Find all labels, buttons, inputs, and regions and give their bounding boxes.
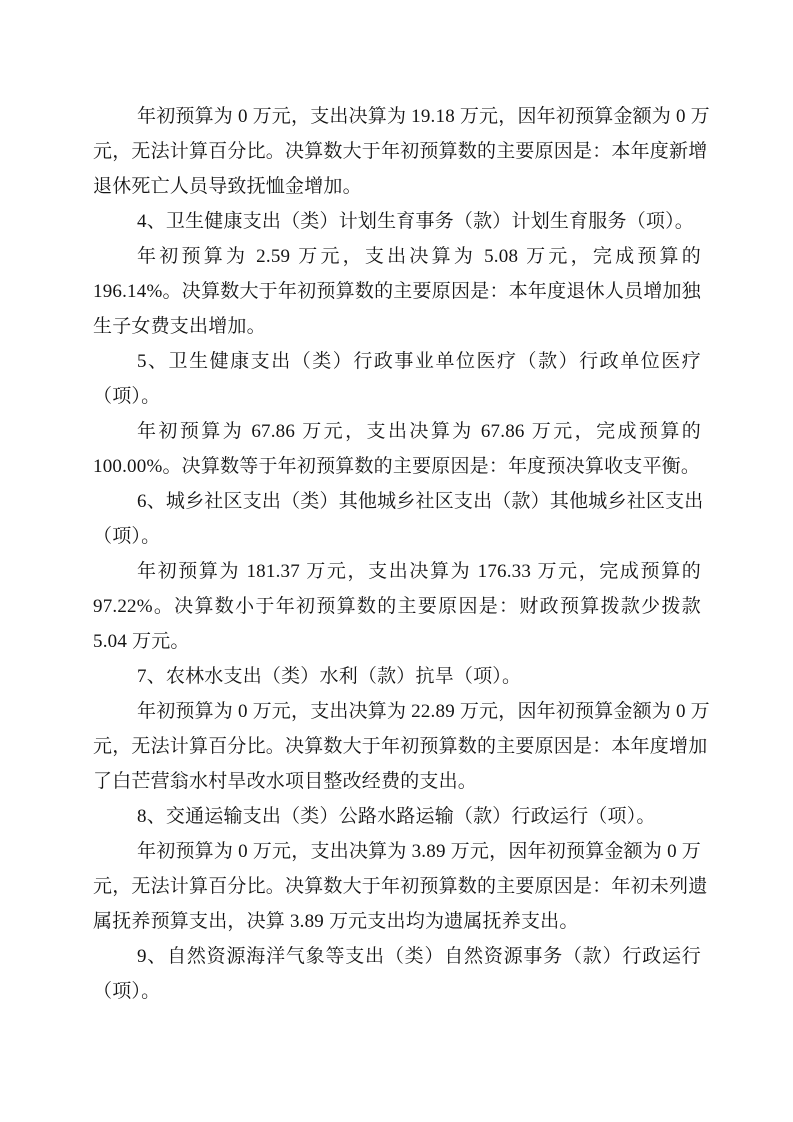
text-line: 196.14%。决算数大于年初预算数的主要原因是：本年度退休人员增加独: [93, 281, 701, 302]
text-line: 年初预算为 0 万元，支出决算为 19.18 万元，因年初预算金额为 0 万: [137, 106, 710, 127]
text-line: （项）。: [93, 526, 161, 547]
text-line: 4、卫生健康支出（类）计划生育事务（款）计划生育服务（项）。: [137, 211, 695, 232]
text-line: 年初预算为 181.37 万元，支出决算为 176.33 万元，完成预算的: [137, 561, 701, 582]
text-line: 年初预算为 67.86 万元，支出决算为 67.86 万元，完成预算的: [137, 421, 701, 442]
text-line: （项）。: [93, 386, 161, 407]
text-line: 8、交通运输支出（类）公路水路运输（款）行政运行（项）。: [137, 806, 656, 827]
text-line: 9、自然资源海洋气象等支出（类）自然资源事务（款）行政运行: [137, 946, 701, 967]
text-line: 属抚养预算支出，决算 3.89 万元支出均为遗属抚养支出。: [93, 911, 579, 932]
text-line: 生子女费支出增加。: [93, 316, 266, 337]
text-line: 97.22%。决算数小于年初预算数的主要原因是：财政预算拨款少拨款: [93, 596, 701, 617]
text-line: 7、农林水支出（类）水利（款）抗旱（项）。: [137, 666, 522, 687]
text-line: 元，无法计算百分比。决算数大于年初预算数的主要原因是：本年度增加: [93, 736, 708, 757]
text-line: 了白芒营翁水村旱改水项目整改经费的支出。: [93, 771, 478, 792]
document-body: [93, 99, 710, 1009]
text-line: 年初预算为 0 万元，支出决算为 22.89 万元，因年初预算金额为 0 万: [137, 701, 710, 722]
text-line: 5.04 万元。: [93, 631, 190, 652]
text-line: 元，无法计算百分比。决算数大于年初预算数的主要原因是：本年度新增: [93, 141, 708, 162]
text-line: 元，无法计算百分比。决算数大于年初预算数的主要原因是：年初未列遗: [93, 876, 708, 897]
text-line: 年初预算为 0 万元，支出决算为 3.89 万元，因年初预算金额为 0 万: [137, 841, 701, 862]
text-line: 年初预算为 2.59 万元，支出决算为 5.08 万元，完成预算的: [137, 246, 701, 267]
text-line: 5、卫生健康支出（类）行政事业单位医疗（款）行政单位医疗: [137, 351, 701, 372]
text-line: 退休死亡人员导致抚恤金增加。: [93, 176, 362, 197]
text-line: 100.00%。决算数等于年初预算数的主要原因是：年度预决算收支平衡。: [93, 456, 701, 477]
text-line: （项）。: [93, 981, 161, 1002]
text-line: 6、城乡社区支出（类）其他城乡社区支出（款）其他城乡社区支出: [137, 491, 704, 512]
